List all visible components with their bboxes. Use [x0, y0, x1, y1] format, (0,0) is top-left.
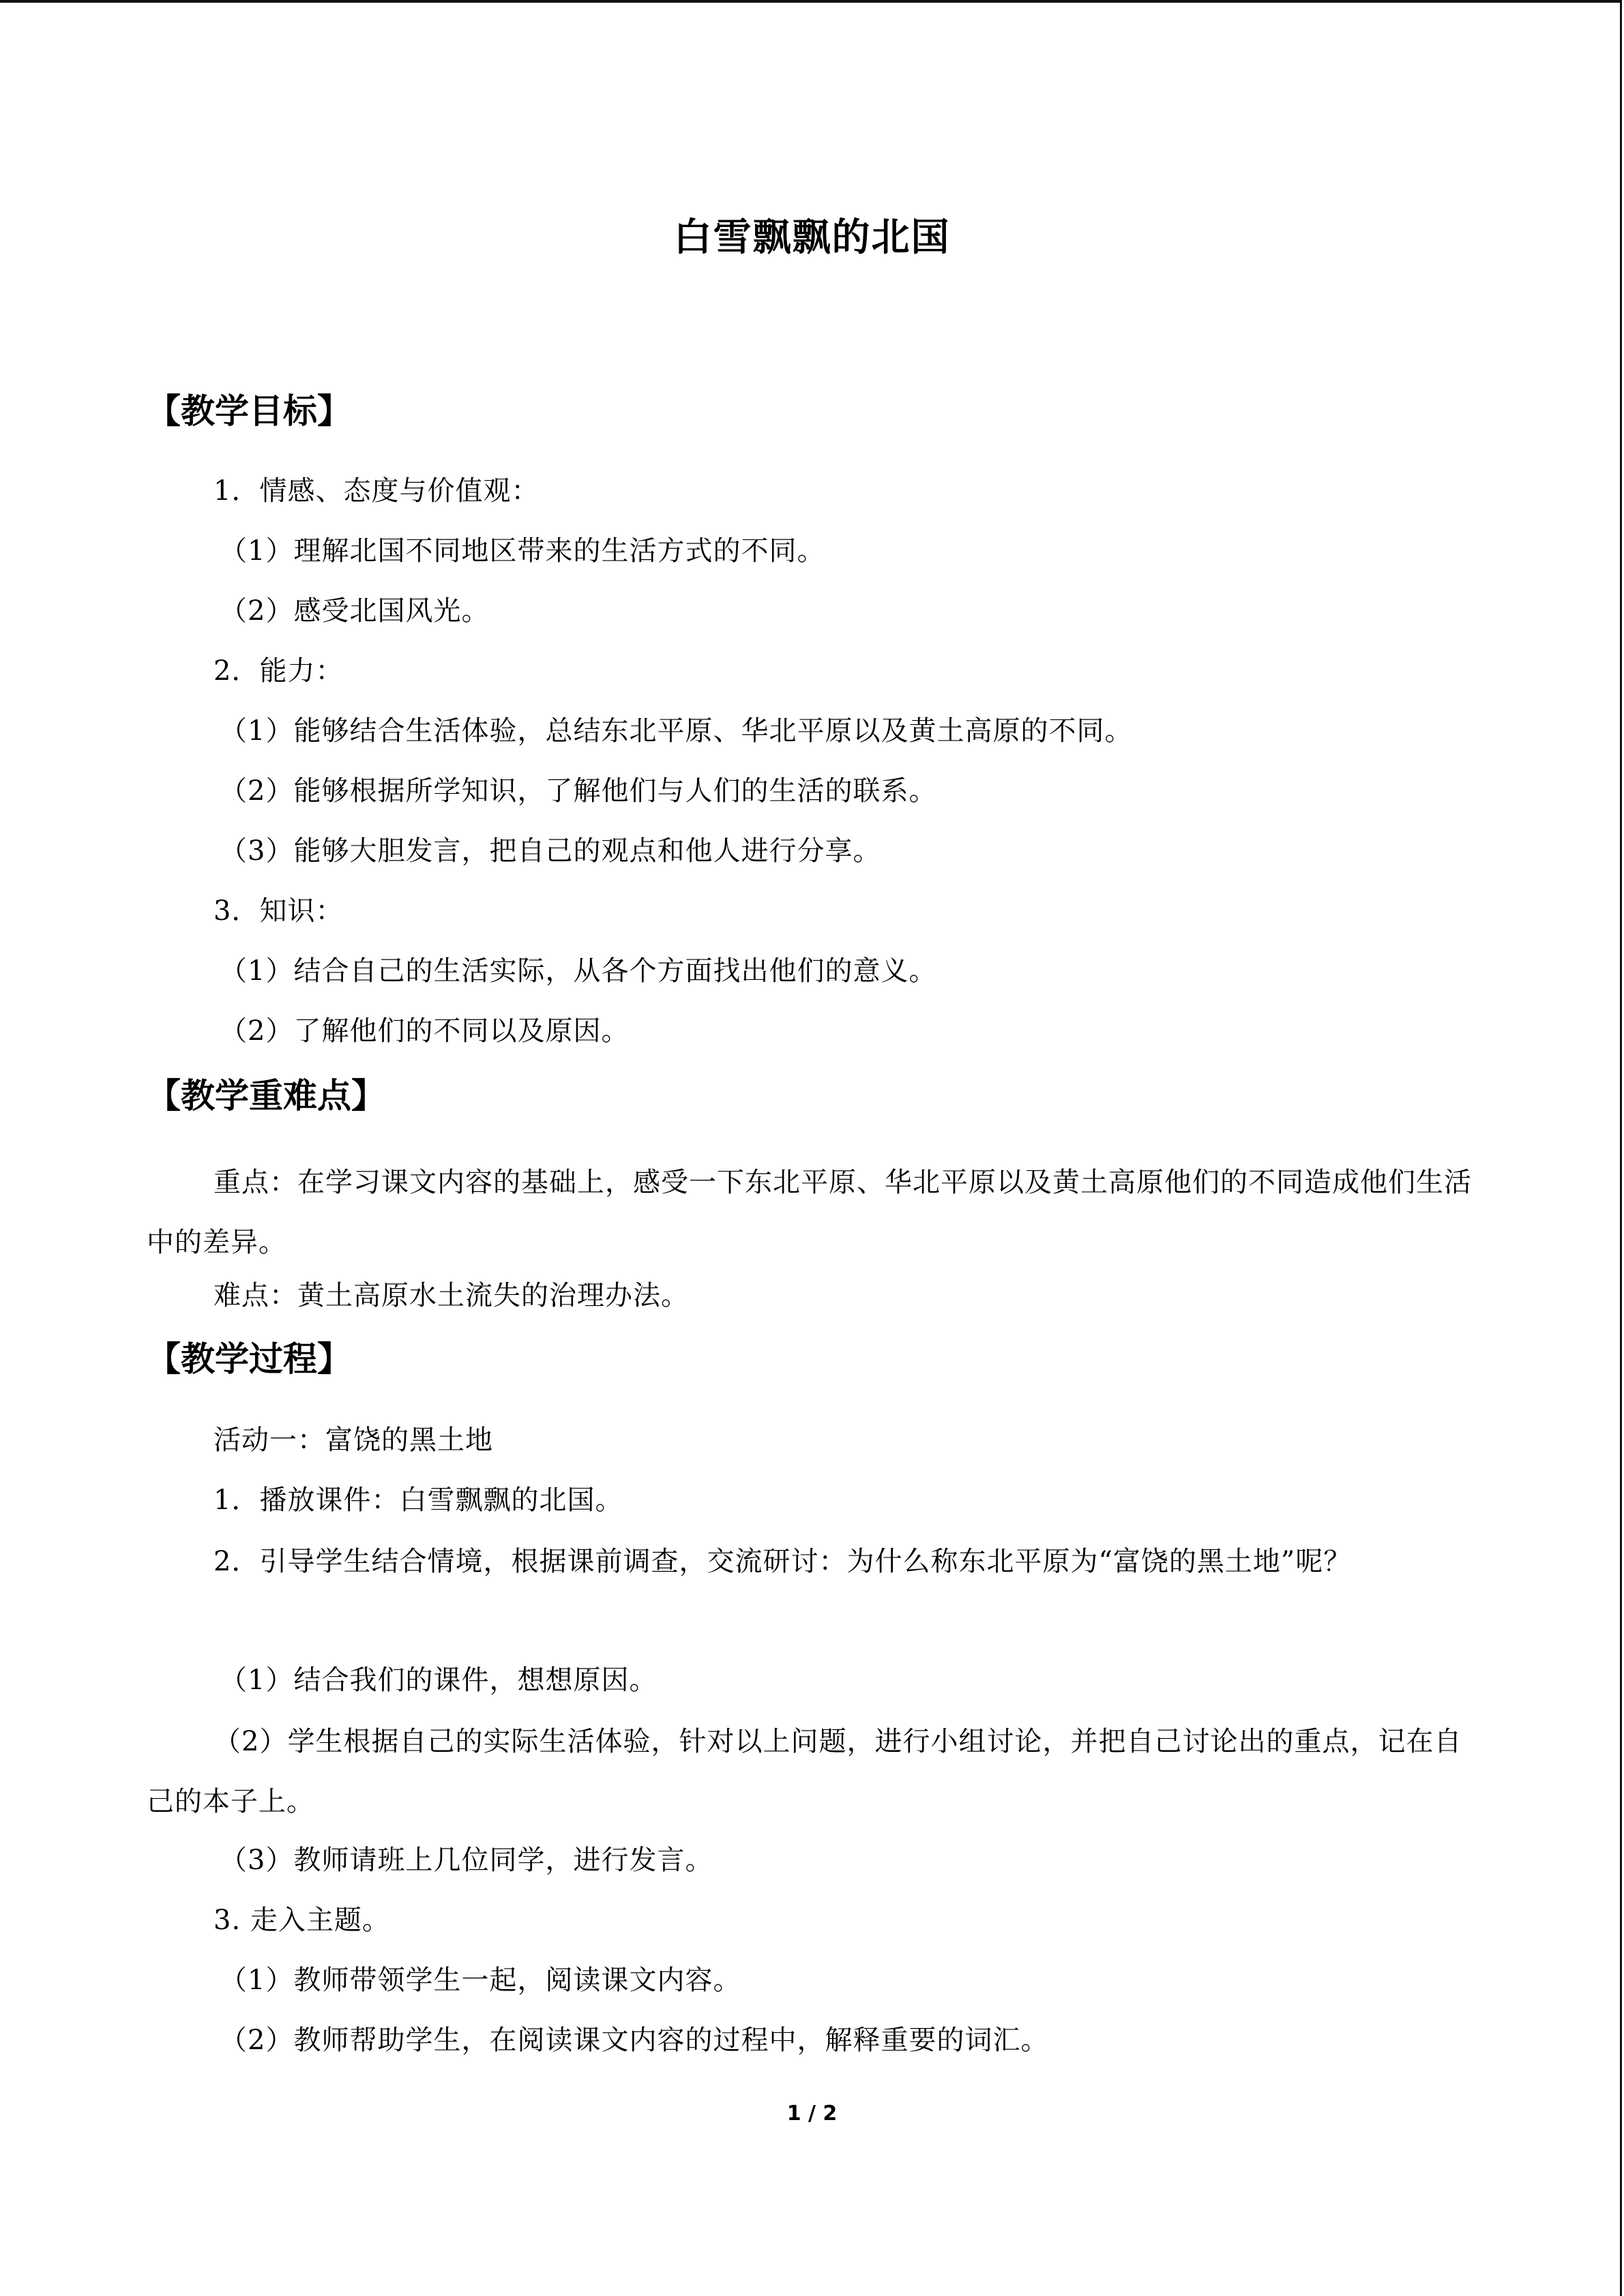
key-point-difficulty: 难点：黄土高原水土流失的治理办法。	[213, 1280, 689, 1311]
objective-item: （1）能够结合生活体验，总结东北平原、华北平原以及黄土高原的不同。	[220, 715, 1133, 747]
objective-item: （2）了解他们的不同以及原因。	[220, 1015, 630, 1047]
process-step: 1．播放课件：白雪飘飘的北国。	[213, 1485, 623, 1516]
process-step: 3. 走入主题。	[213, 1905, 390, 1936]
objective-item: 1．情感、态度与价值观：	[213, 475, 540, 507]
process-substep: （1）教师带领学生一起，阅读课文内容。	[220, 1965, 741, 1996]
process-step: 2．引导学生结合情境，根据课前调查，交流研讨：为什么称东北平原为“富饶的黑土地”呢？	[213, 1546, 1352, 1577]
section-heading-key-points: 【教学重难点】	[147, 1076, 385, 1116]
objective-item: （1）结合自己的生活实际，从各个方面找出他们的意义。	[220, 955, 937, 987]
section-heading-objectives: 【教学目标】	[147, 391, 351, 431]
page-number: 1 / 2	[786, 2102, 838, 2126]
process-substep: （2）学生根据自己的实际生活体验，针对以上问题，进行小组讨论，并把自己讨论出的重点，记在自己的本子上。	[147, 1726, 1462, 1817]
process-substep: （1）结合我们的课件，想想原因。	[220, 1665, 658, 1696]
document-title: 白雪飘飘的北国	[673, 215, 951, 260]
objective-item: 3．知识：	[213, 895, 344, 927]
objective-item: 2．能力：	[213, 655, 344, 687]
activity-title: 活动一：富饶的黑土地	[213, 1425, 493, 1456]
key-point-focus: 重点：在学习课文内容的基础上，感受一下东北平原、华北平原以及黄土高原他们的不同造成他们生活中的差异。	[147, 1167, 1472, 1258]
process-substep: （2）教师帮助学生，在阅读课文内容的过程中，解释重要的词汇。	[220, 2025, 1049, 2056]
objective-item: （2）感受北国风光。	[220, 595, 490, 627]
process-substep: （3）教师请班上几位同学，进行发言。	[220, 1845, 713, 1876]
objective-item: （3）能够大胆发言，把自己的观点和他人进行分享。	[220, 835, 881, 867]
section-heading-process: 【教学过程】	[147, 1339, 351, 1379]
objective-item: （2）能够根据所学知识，了解他们与人们的生活的联系。	[220, 775, 937, 807]
objective-item: （1）理解北国不同地区带来的生活方式的不同。	[220, 535, 825, 567]
